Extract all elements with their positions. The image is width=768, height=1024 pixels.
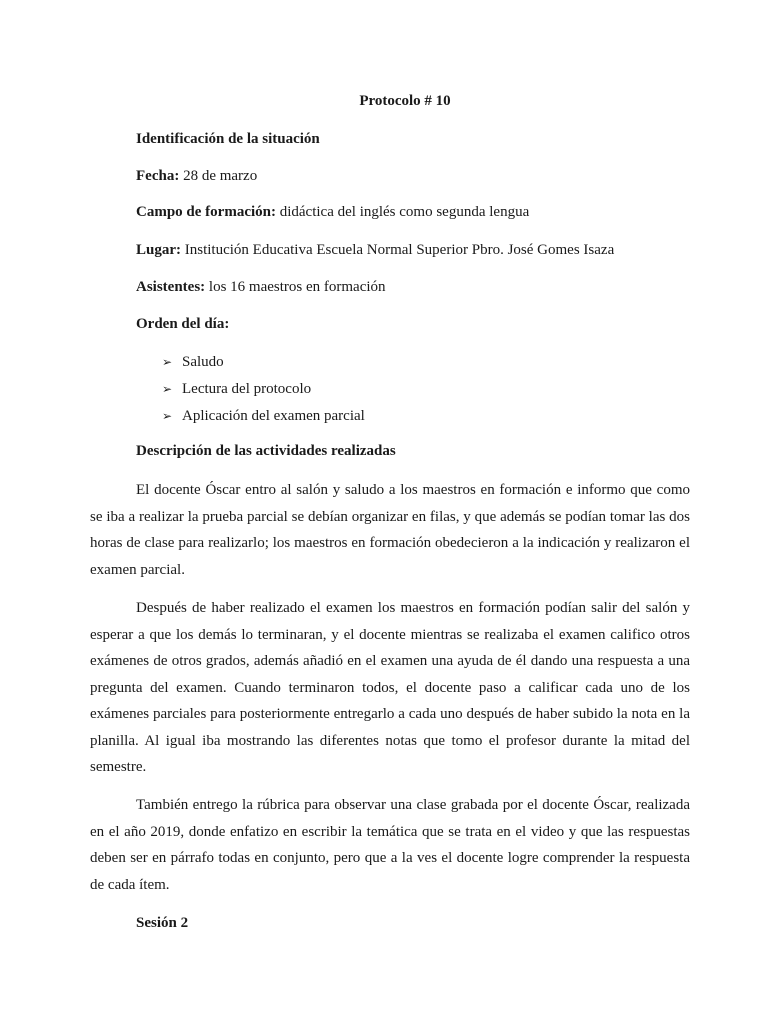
section-heading-identification: Identificación de la situación	[136, 131, 320, 147]
section-heading-orden: Orden del día:	[136, 316, 230, 332]
section-heading-sesion: Sesión 2	[136, 915, 189, 931]
section-heading-descripcion: Descripción de las actividades realizadas	[136, 443, 396, 459]
field-campo-label: Campo de formación:	[136, 204, 276, 220]
field-campo	[136, 204, 529, 221]
field-fecha	[136, 168, 257, 185]
list-item: ➢ Saludo	[162, 354, 224, 370]
field-fecha-value: 28 de marzo	[183, 168, 258, 184]
agenda-list	[162, 353, 365, 434]
field-lugar	[136, 242, 614, 259]
field-campo-value: didáctica del inglés como segunda lengua	[279, 204, 530, 220]
paragraph-1: El docente Óscar entro al salón y saludo a los maestros en formación e informo que como se iba a realizar la prueba parcial se debían organizar en filas, y que además se podían tomar las dos horas de clase para realizarlo; los maestros en formación obedecieron a la indicación y realizaron el examen parcial.	[90, 482, 690, 578]
arrow-bullet-icon: ➢	[162, 382, 173, 396]
paragraph-2: Después de haber realizado el examen los maestros en formación podían salir del salón y esperar a que los demás lo terminaran, y el docente mientras se realizaba el examen califico otros exámenes de otros grados, además añadió en el examen una ayuda de él dando una respuesta a una pregunta del examen. Cuando terminaron todos, el docente paso a calificar cada uno de los exámenes parciales para posteriormente entregarlo a cada uno después de haber subido la nota en la planilla. Al igual iba mostrando las diferentes notas que tomo el profesor durante la mitad del semestre.	[90, 600, 690, 775]
field-lugar-label: Lugar:	[136, 242, 181, 258]
list-item: ➢ Lectura del protocolo	[162, 381, 312, 397]
list-item: ➢ Aplicación del examen parcial	[162, 408, 365, 424]
field-asistentes-value: los 16 maestros en formación	[208, 279, 386, 295]
paragraph-3: También entrego la rúbrica para observar una clase grabada por el docente Óscar, realizada en el año 2019, donde enfatizo en escribir la temática que se trata en el video y que las respuestas deben ser en párrafo todas en conjunto, pero que a la ves el docente logre comprender la respuesta de cada ítem.	[90, 797, 690, 893]
field-lugar-value: Institución Educativa Escuela Normal Superior Pbro. José Gomes Isaza	[184, 242, 615, 258]
field-fecha-label: Fecha:	[136, 168, 180, 184]
arrow-bullet-icon: ➢	[162, 355, 173, 369]
field-asistentes-label: Asistentes:	[136, 279, 206, 295]
field-asistentes	[136, 279, 386, 296]
document-title: Protocolo # 10	[359, 93, 451, 109]
arrow-bullet-icon: ➢	[162, 409, 173, 423]
